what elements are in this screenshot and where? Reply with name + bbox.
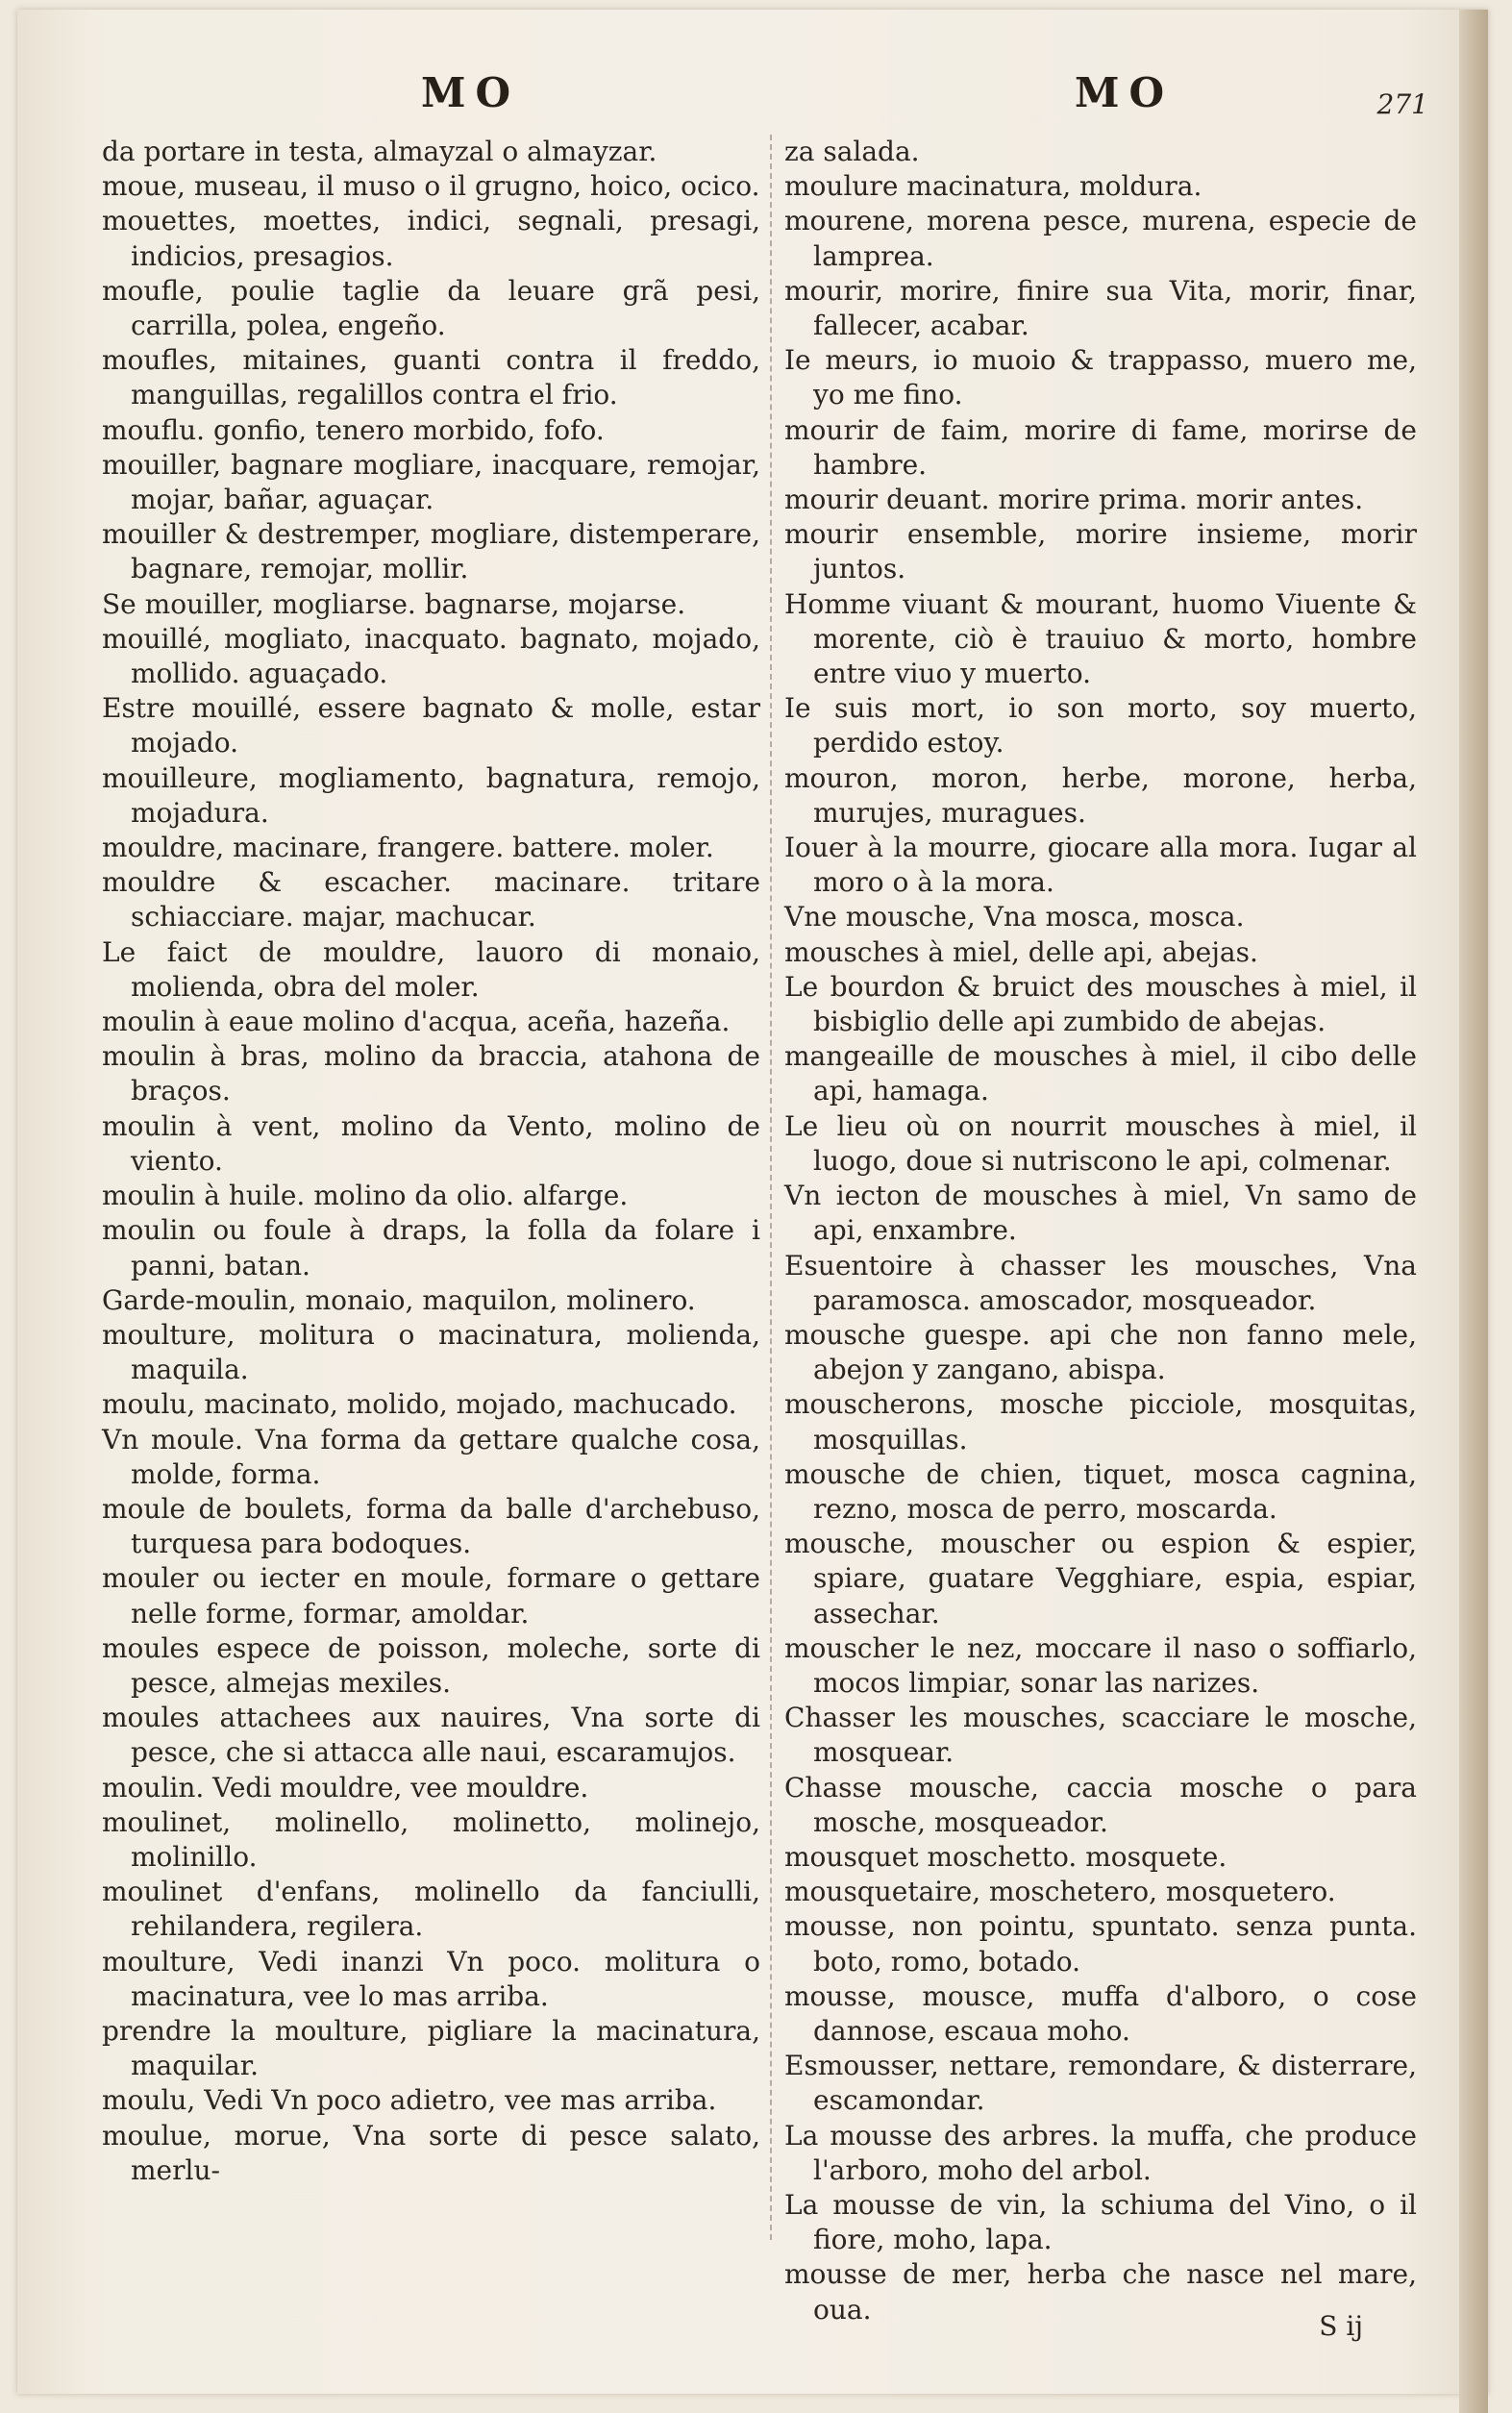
running-header-left: MO [421,69,521,116]
dictionary-entry: Iouer à la mourre, giocare alla mora. Iugar al moro o à la mora. [784,832,1417,899]
dictionary-entry: moulu, macinato, molido, mojado, machucado. [102,1388,737,1421]
dictionary-entry: Ie suis mort, io son morto, soy muerto, perdido estoy. [784,692,1417,759]
dictionary-entry: mouiller, bagnare mogliare, inacquare, remojar, mojar, bañar, aguaçar. [102,448,760,516]
dictionary-entry: moules espece de poisson, moleche, sorte di pesce, almejas mexiles. [102,1631,760,1699]
dictionary-entry: moulin à bras, molino da braccia, atahona de braços. [102,1040,760,1107]
dictionary-entry: mourir, morire, finire sua Vita, morir, finar, fallecer, acabar. [784,274,1417,342]
dictionary-entry: Chasser les mousches, scacciare le mosche, mosquear. [784,1702,1417,1769]
dictionary-entry: La mousse des arbres. la muffa, che produce l'arboro, moho del arbol. [784,2119,1417,2186]
dictionary-entry: Vne mousche, Vna mosca, mosca. [784,901,1245,933]
dictionary-entry: za salada. [784,136,920,167]
dictionary-entry: mouiller & destremper, mogliare, distemperare, bagnare, remojar, mollir. [102,518,760,585]
dictionary-entry: mousse de mer, herba che nasce nel mare, oua. [784,2258,1417,2326]
dictionary-entry: moulue, morue, Vna sorte di pesce salato, merlu- [102,2119,760,2186]
dictionary-entry: mourir ensemble, morire insieme, morir juntos. [784,518,1417,585]
dictionary-entry: La mousse de vin, la schiuma del Vino, o il fiore, moho, lapa. [784,2188,1417,2256]
dictionary-entry: Le bourdon & bruict des mousches à miel, il bisbiglio delle api zumbido de abejas. [784,970,1417,1038]
dictionary-entry: mouler ou iecter en moule, formare o gettare nelle forme, formar, amoldar. [102,1562,760,1629]
dictionary-entry: moule de boulets, forma da balle d'archebuso, turquesa para bodoques. [102,1492,760,1560]
page-edge-shadow [1459,10,1488,2413]
dictionary-entry: Le faict de mouldre, lauoro di monaio, molienda, obra del moler. [102,935,760,1003]
right-column [784,135,1417,2327]
dictionary-entry: Se mouiller, mogliarse. bagnarse, mojarse. [102,587,686,620]
dictionary-entry: mouron, moron, herbe, morone, herba, murujes, muragues. [784,761,1417,829]
dictionary-entry: Vn moule. Vna forma da gettare qualche cosa, molde, forma. [102,1423,760,1490]
column-divider [770,135,773,2240]
dictionary-entry: prendre la moulture, pigliare la macinatura, maquilar. [102,2014,760,2082]
dictionary-entry: Vn iecton de mousches à miel, Vn samo de api, enxambre. [784,1180,1417,1247]
dictionary-entry: mousche de chien, tiquet, mosca cagnina, rezno, mosca de perro, moscarda. [784,1457,1417,1525]
dictionary-entry: mouldre & escacher. macinare. tritare schiacciare. majar, machucar. [102,866,760,933]
dictionary-entry: moulture, molitura o macinatura, molienda, maquila. [102,1318,760,1386]
dictionary-entry: Le lieu où on nourrit mousches à miel, il luogo, doue si nutriscono le api, colmenar. [784,1109,1417,1177]
dictionary-entry: moulin à eaue molino d'acqua, aceña, hazeña. [102,1006,731,1038]
dictionary-entry: moulin. Vedi mouldre, vee mouldre. [102,1771,589,1804]
dictionary-entry: mousse, non pointu, spuntato. senza punta. boto, romo, botado. [784,1910,1417,1978]
dictionary-entry: moue, museau, il muso o il grugno, hoico, ocico. [102,170,760,203]
dictionary-entry: Homme viuant & mourant, huomo Viuente & morente, ciò è trauiuo & morto, hombre entre viuo y muerto. [784,587,1417,690]
dictionary-entry: moulinet d'enfans, molinello da fanciulli, rehilandera, regilera. [102,1876,760,1943]
dictionary-entry: mourir deuant. morire prima. morir antes. [784,484,1364,516]
dictionary-entry: mousches à miel, delle api, abejas. [784,935,1258,968]
dictionary-entry: mouettes, moettes, indici, segnali, presagi, indicios, presagios. [102,205,760,272]
page-number: 271 [1376,88,1428,120]
running-header-right: MO [1075,69,1175,116]
dictionary-entry: mouilleure, mogliamento, bagnatura, remojo, mojadura. [102,761,760,829]
dictionary-entry: Esuentoire à chasser les mousches, Vna paramosca. amoscador, mosqueador. [784,1249,1417,1316]
dictionary-entry: mouflu. gonfio, tenero morbido, fofo. [102,413,605,446]
dictionary-entry: mousquetaire, moschetero, mosquetero. [784,1876,1336,1908]
dictionary-entry: moufles, mitaines, guanti contra il freddo, manguillas, regalillos contra el frio. [102,344,760,411]
dictionary-entry: moufle, poulie taglie da leuare grã pesi, carrilla, polea, engeño. [102,274,760,342]
dictionary-entry: mangeaille de mousches à miel, il cibo delle api, hamaga. [784,1040,1417,1107]
dictionary-entry: moulu, Vedi Vn poco adietro, vee mas arriba. [102,2084,717,2117]
dictionary-entry: Garde-moulin, monaio, maquilon, molinero. [102,1283,696,1316]
dictionary-entry: mousse, mousce, muffa d'alboro, o cose dannose, escaua moho. [784,1979,1417,2047]
signature-mark: S ij [1319,2310,1363,2342]
dictionary-entry: mousche guespe. api che non fanno mele, abejon y zangano, abispa. [784,1318,1417,1386]
dictionary-entry: moulture, Vedi inanzi Vn poco. molitura o macinatura, vee lo mas arriba. [102,1945,760,2012]
dictionary-entry: da portare in testa, almayzal o almayzar. [102,136,657,167]
dictionary-entry: mousche, mouscher ou espion & espier, spiare, guatare Vegghiare, espia, espiar, assechar. [784,1528,1417,1629]
dictionary-entry: moules attachees aux nauires, Vna sorte di pesce, che si attacca alle naui, escaramujos. [102,1702,760,1769]
dictionary-entry: moulure macinatura, moldura. [784,170,1202,203]
dictionary-entry: Esmousser, nettare, remondare, & disterrare, escamondar. [784,2050,1417,2117]
dictionary-entry: moulin à vent, molino da Vento, molino de viento. [102,1109,760,1177]
dictionary-entry: Estre mouillé, essere bagnato & molle, estar mojado. [102,692,760,759]
dictionary-entry: mouscherons, mosche picciole, mosquitas, mosquillas. [784,1388,1417,1455]
dictionary-entry: mourene, morena pesce, murena, especie de lamprea. [784,205,1417,272]
left-column [102,135,760,2188]
book-page [17,10,1488,2394]
dictionary-entry: mousquet moschetto. mosquete. [784,1840,1227,1873]
dictionary-entry: mouscher le nez, moccare il naso o soffiarlo, mocos limpiar, sonar las narizes. [784,1631,1417,1699]
dictionary-entry: mourir de faim, morire di fame, morirse de hambre. [784,413,1417,481]
dictionary-entry: moulinet, molinello, molinetto, molinejo, molinillo. [102,1805,760,1873]
dictionary-entry: Chasse mousche, caccia mosche o para mosche, mosqueador. [784,1771,1417,1838]
dictionary-entry: Ie meurs, io muoio & trappasso, muero me, yo me fino. [784,344,1417,411]
dictionary-entry: mouldre, macinare, frangere. battere. moler. [102,832,714,864]
dictionary-entry: moulin à huile. molino da olio. alfarge. [102,1180,629,1212]
dictionary-entry: mouillé, mogliato, inacquato. bagnato, mojado, mollido. aguaçado. [102,622,760,690]
dictionary-entry: moulin ou foule à draps, la folla da folare i panni, batan. [102,1214,760,1281]
